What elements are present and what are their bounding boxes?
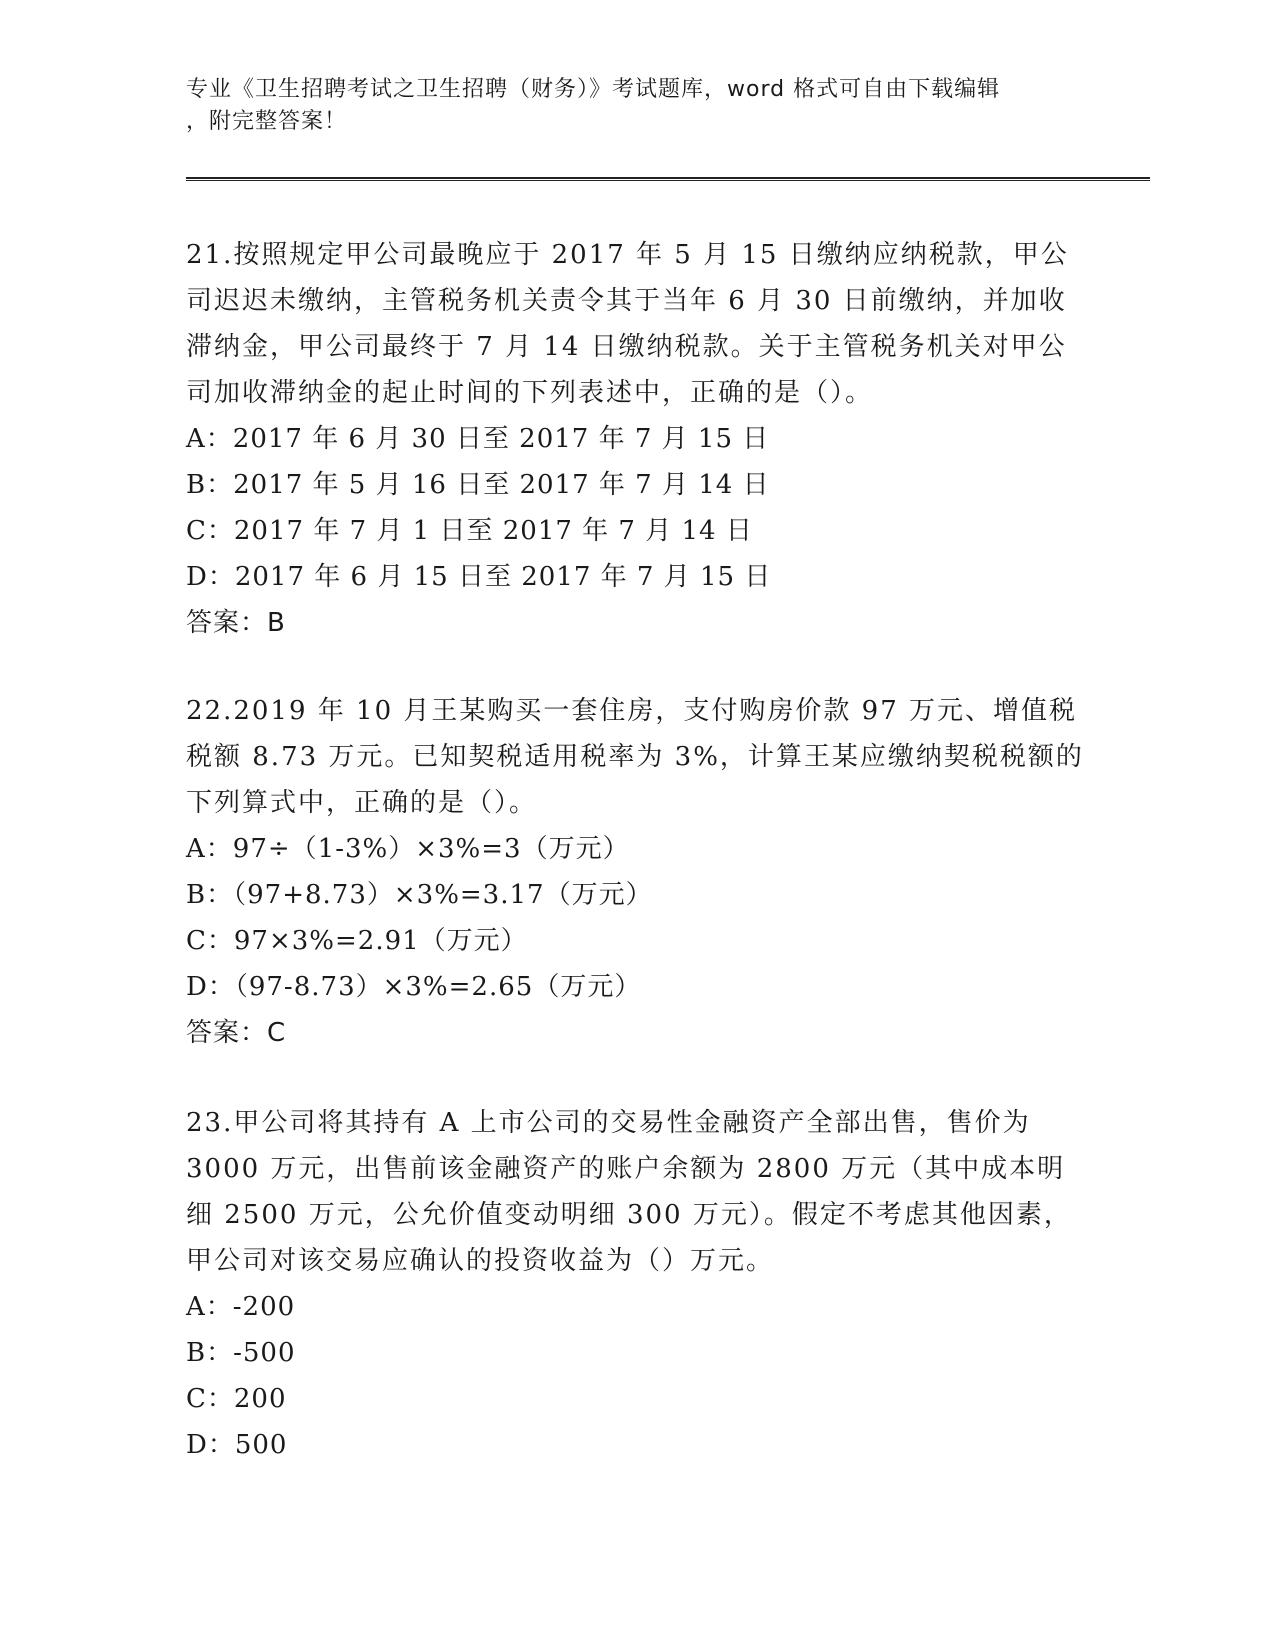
header-divider xyxy=(186,177,1150,181)
option-a: A：2017 年 6 月 30 日至 2017 年 7 月 15 日 xyxy=(186,424,770,454)
option-c: C：2017 年 7 月 1 日至 2017 年 7 月 14 日 xyxy=(186,516,753,546)
question-stem: 22.2019 年 10 月王某购买一套住房，支付购房价款 97 万元、增值税税额 8.73 万元。已知契税适用税率为 3%，计算王某应缴纳契税税额的下列算式中，正确的是（）。 xyxy=(186,696,1084,818)
option-d: D：500 xyxy=(186,1430,288,1460)
question-22 xyxy=(186,688,1086,1056)
answer: 答案：C xyxy=(186,1018,287,1048)
option-d: D：（97-8.73）×3%=2.65（万元） xyxy=(186,972,642,1002)
option-d: D：2017 年 6 月 15 日至 2017 年 7 月 15 日 xyxy=(186,562,772,592)
header-line-1: 专业《卫生招聘考试之卫生招聘（财务）》考试题库，word 格式可自由下载编辑 xyxy=(186,77,1001,102)
option-b: B：2017 年 5 月 16 日至 2017 年 7 月 14 日 xyxy=(186,470,770,500)
option-c: C：97×3%=2.91（万元） xyxy=(186,926,528,956)
option-a: A：-200 xyxy=(186,1292,296,1322)
option-a: A：97÷（1-3%）×3%=3（万元） xyxy=(186,834,630,864)
question-23 xyxy=(186,1100,1086,1468)
option-c: C：200 xyxy=(186,1384,287,1414)
question-stem: 21.按照规定甲公司最晚应于 2017 年 5 月 15 日缴纳应纳税款，甲公司迟迟未缴纳，主管税务机关责令其于当年 6 月 30 日前缴纳，并加收滞纳金，甲公司最终于 7 月 14 日缴纳税款。关于主管税务机关对甲公司加收滞纳金的起止时间的下列表述中，正确的是（）。 xyxy=(186,240,1069,408)
question-stem: 23.甲公司将其持有 A 上市公司的交易性金融资产全部出售，售价为 3000 万元，出售前该金融资产的账户余额为 2800 万元（其中成本明细 2500 万元，公允价值变动明细 300 万元）。假定不考虑其他因素，甲公司对该交易应确认的投资收益为（）万元。 xyxy=(186,1108,1072,1276)
option-b: B：-500 xyxy=(186,1338,296,1368)
option-b: B：（97+8.73）×3%=3.17（万元） xyxy=(186,880,653,910)
header-line-2: ，附完整答案！ xyxy=(186,109,348,134)
document-header xyxy=(186,74,1086,138)
question-21 xyxy=(186,232,1086,646)
answer: 答案：B xyxy=(186,608,286,638)
